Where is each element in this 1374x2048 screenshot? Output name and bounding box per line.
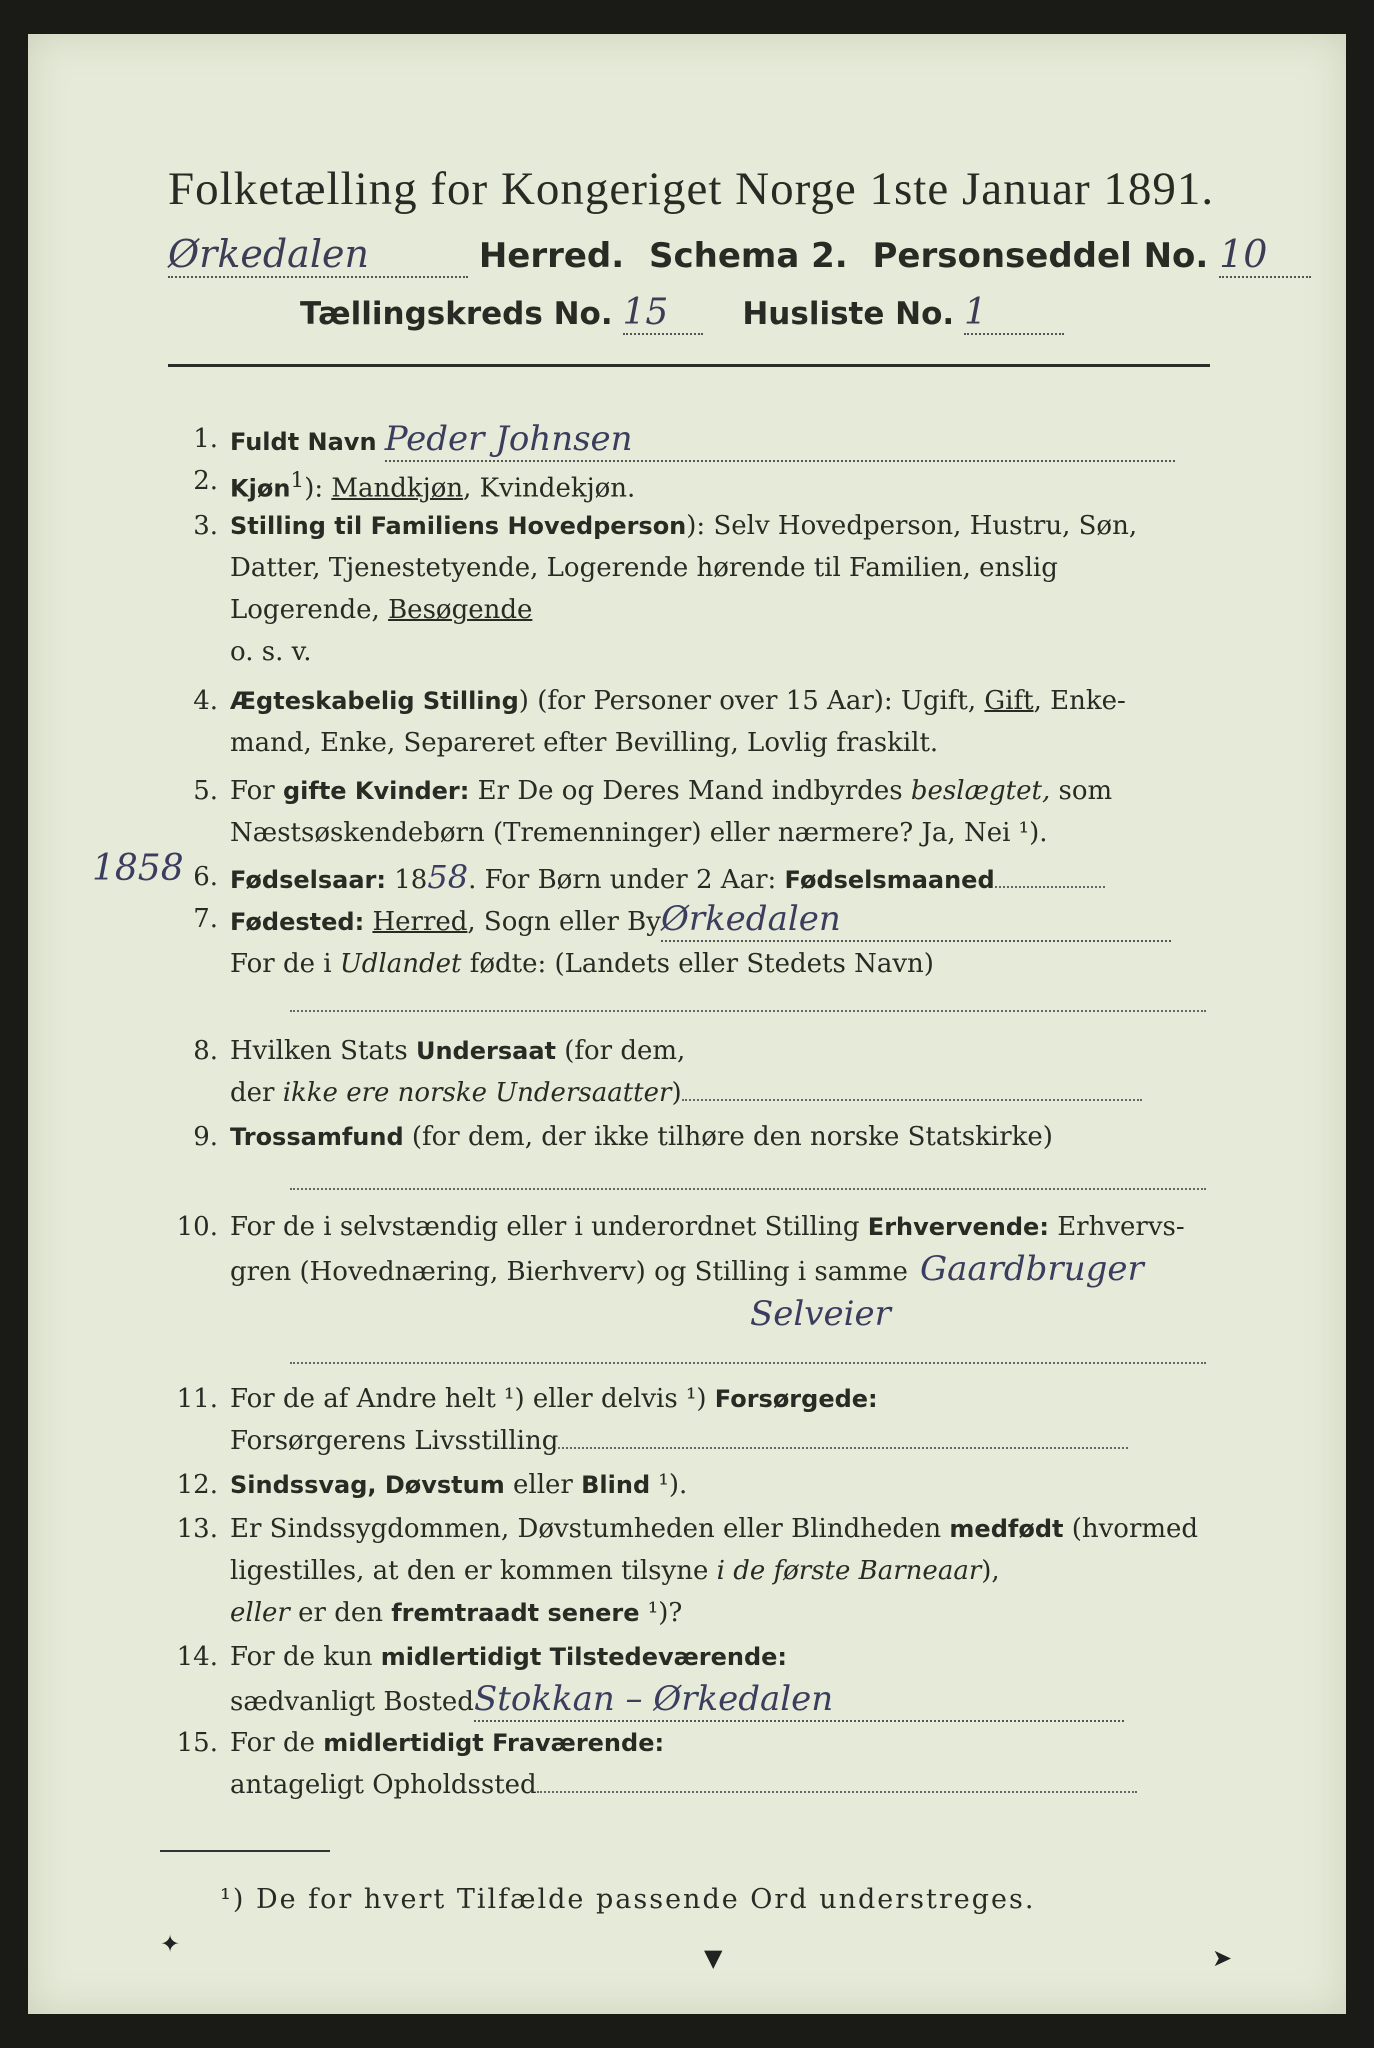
question-number: 15. — [176, 1728, 218, 1758]
usual-residence-value: Stokkan – Ørkedalen — [474, 1678, 1124, 1722]
question-label: Sindssvag, Døvstum — [230, 1471, 505, 1499]
question-text-italic: eller — [230, 1598, 290, 1628]
option-mandkjon-underlined: Mandkjøn — [331, 473, 464, 504]
question-text: ¹)? — [639, 1598, 683, 1628]
question-text: ): Selv Hovedperson, Hustru, Søn, — [686, 511, 1138, 541]
question-text: (for dem, — [555, 1036, 686, 1066]
margin-note-year: 1858 — [92, 848, 184, 889]
question-text: Erhvervs- — [1048, 1212, 1185, 1242]
question-text: fødte: (Landets eller Stedets Navn) — [461, 949, 934, 979]
question-number: 3. — [193, 511, 218, 541]
question-label: gifte Kvinder: — [282, 777, 470, 805]
question-text: . For Børn under 2 Aar: — [468, 865, 785, 895]
question-text: For — [230, 776, 283, 806]
question-label: Ægteskabelig Stilling — [230, 687, 519, 715]
personseddel-value: 10 — [1219, 232, 1311, 278]
schema-label: Schema 2. — [649, 236, 848, 276]
question-text: ) (for Personer over 15 Aar): Ugift, — [518, 686, 985, 716]
question-label: Fødselsmaaned — [784, 866, 995, 894]
question-text-italic: Udlandet — [339, 949, 462, 979]
question-label: Trossamfund — [230, 1123, 404, 1151]
question-12 — [168, 1464, 1220, 1506]
kreds-label: Tællingskreds No. — [300, 296, 613, 332]
question-text: For de af Andre helt ¹) eller delvis ¹) — [230, 1384, 715, 1414]
header-line-kreds — [300, 292, 1100, 335]
question-number: 1. — [193, 424, 218, 454]
question-text-italic: beslægtet, — [910, 776, 1051, 806]
occupation-status-value: Selveier — [750, 1294, 891, 1334]
question-label: midlertidigt Tilstedeværende: — [380, 1643, 788, 1671]
question-text: 18 — [386, 865, 428, 895]
question-label: Stilling til Familiens Hovedperson — [230, 512, 687, 540]
header-line-herred — [168, 232, 1268, 278]
question-text: (hvormed — [1063, 1514, 1199, 1544]
option-herred-underlined: Herred — [372, 907, 468, 937]
blank-answer-line — [290, 1188, 1206, 1190]
question-6 — [168, 856, 1220, 901]
question-label: Forsørgede: — [714, 1385, 878, 1413]
corner-mark-icon: ✦ — [160, 1930, 181, 1958]
question-text: sædvanligt Bosted — [230, 1687, 474, 1717]
question-text-italic: i de første Barneaar — [716, 1556, 982, 1586]
question-number: 11. — [176, 1384, 218, 1414]
question-13 — [168, 1508, 1220, 1634]
question-text: , Enke- — [1033, 686, 1126, 716]
question-label: Erhvervende: — [867, 1213, 1049, 1241]
question-label: Kjøn — [230, 474, 291, 503]
occupation-value: Gaardbruger — [919, 1249, 1144, 1289]
question-text: Datter, Tjenestetyende, Logerende hørende til Familien, enslig — [230, 553, 1058, 583]
question-text: der — [230, 1078, 283, 1108]
question-text: (for dem, der ikke tilhøre den norske Statskirke) — [403, 1122, 1053, 1152]
question-text: mand, Enke, Separeret efter Bevilling, Lovlig fraskilt. — [230, 728, 939, 758]
question-text-italic: ikke ere norske Undersaatter — [282, 1078, 672, 1108]
header-rule — [168, 364, 1210, 367]
question-text: ): — [304, 473, 332, 504]
question-3 — [168, 505, 1220, 673]
question-text: Hvilken Stats — [230, 1036, 416, 1066]
corner-arrow-icon: ➤ — [1212, 1944, 1233, 1972]
question-label: Fødested: — [230, 908, 365, 936]
question-14 — [168, 1636, 1220, 1723]
question-1 — [168, 418, 1220, 463]
full-name-value: Peder Johnsen — [385, 418, 1175, 462]
question-number: 6. — [193, 862, 218, 892]
question-text: Forsørgerens Livsstilling — [230, 1426, 559, 1456]
question-label: medfødt — [949, 1515, 1064, 1543]
personseddel-label: Personseddel No. — [872, 236, 1209, 276]
question-label: fremtraadt senere — [391, 1599, 640, 1627]
question-text: Logerende, — [230, 595, 389, 625]
question-text: antageligt Opholdssted — [230, 1770, 537, 1800]
center-mark-icon: ▼ — [704, 1944, 723, 1972]
question-7 — [168, 898, 1220, 985]
question-10 — [168, 1206, 1220, 1338]
question-number: 5. — [193, 776, 218, 806]
question-label: Blind — [581, 1471, 651, 1499]
question-text: For de i — [230, 949, 340, 979]
question-text: ) — [671, 1078, 682, 1108]
question-number: 4. — [193, 686, 218, 716]
footnote-rule — [160, 1850, 330, 1852]
birth-year-value: 58 — [427, 858, 469, 896]
question-text: eller — [504, 1470, 582, 1500]
question-text: ¹). — [650, 1470, 688, 1500]
question-label: Fødselsaar: — [230, 866, 386, 894]
question-text: som — [1050, 776, 1113, 806]
question-8 — [168, 1030, 1220, 1114]
footnote-text: ¹) De for hvert Tilfælde passende Ord understreges. — [220, 1884, 1036, 1915]
footnote-ref: 1 — [290, 468, 305, 493]
kreds-value: 15 — [623, 292, 703, 335]
option-besogende-underlined: Besøgende — [388, 595, 533, 625]
question-text: For de i selvstændig eller i underordnet Stilling — [230, 1212, 868, 1242]
question-text: gren (Hovednæring, Bierhverv) og Stilling i samme — [230, 1257, 908, 1287]
question-15 — [168, 1722, 1220, 1806]
question-label: Fuldt Navn — [230, 428, 377, 456]
question-text: o. s. v. — [230, 637, 312, 667]
question-number: 7. — [193, 904, 218, 934]
husliste-label: Husliste No. — [742, 296, 955, 332]
husliste-value: 1 — [964, 292, 1064, 335]
question-2 — [168, 460, 1220, 510]
question-number: 9. — [193, 1122, 218, 1152]
question-number: 8. — [193, 1036, 218, 1066]
question-number: 13. — [176, 1514, 218, 1544]
blank-answer-line — [290, 1362, 1206, 1364]
blank-answer-line — [290, 1010, 1206, 1012]
question-text: , Sogn eller By — [467, 907, 661, 937]
question-label: midlertidigt Fraværende: — [323, 1729, 665, 1757]
question-text: er den — [289, 1598, 392, 1628]
question-11 — [168, 1378, 1220, 1462]
question-number: 12. — [176, 1470, 218, 1500]
herred-value: Ørkedalen — [168, 232, 468, 278]
form-title: Folketælling for Kongeriget Norge 1ste Januar 1891. — [168, 163, 1215, 215]
question-text: Er Sindssygdommen, Døvstumheden eller Blindheden — [230, 1514, 950, 1544]
question-4 — [168, 680, 1220, 764]
question-text: ligestilles, at den er kommen tilsyne — [230, 1556, 717, 1586]
question-number: 2. — [193, 466, 218, 496]
question-text: For de — [230, 1728, 324, 1758]
question-text: Er De og Deres Mand indbyrdes — [469, 776, 911, 806]
question-5 — [168, 770, 1220, 854]
question-text: Næstsøskendebørn (Tremenninger) eller nærmere? Ja, Nei ¹). — [230, 818, 1048, 848]
question-text: , Kvindekjøn. — [463, 473, 636, 504]
question-number: 14. — [176, 1642, 218, 1672]
question-label: Undersaat — [415, 1037, 556, 1065]
question-text: ), — [981, 1556, 1000, 1586]
birthplace-value: Ørkedalen — [661, 898, 1171, 942]
question-text: For de kun — [230, 1642, 381, 1672]
question-9 — [168, 1116, 1220, 1158]
herred-label: Herred. — [478, 236, 625, 276]
question-number: 10. — [176, 1212, 218, 1242]
option-gift-underlined: Gift — [984, 686, 1034, 716]
